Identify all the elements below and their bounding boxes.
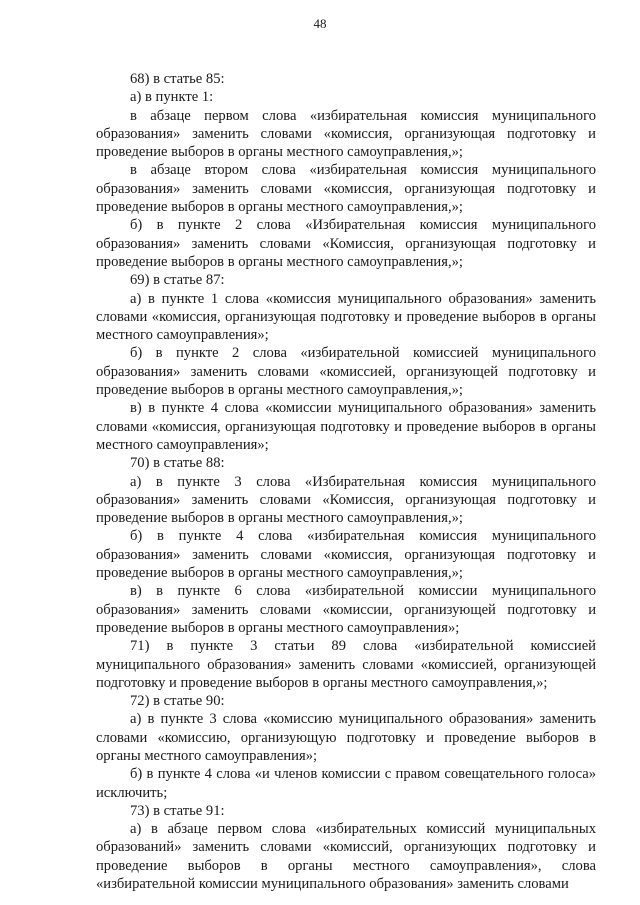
paragraph-68a: а) в пункте 1: (130, 89, 214, 106)
paragraph-69c: в) в пункте 4 слова «комиссии муниципального образования» заменить словами «комиссия, организующая подготовку и проведение выборов в органы местного самоуправления»; (96, 400, 596, 453)
paragraph-70b: б) в пункте 4 слова «избирательная комиссия муниципального образования» заменить словами «комиссия, организующая подготовку и проведение выборов в органы местного самоуправления,»; (96, 528, 596, 582)
paragraph-72b: б) в пункте 4 слова «и членов комиссии с правом совещательного голоса» исключить; (96, 766, 596, 801)
paragraph-68b: б) в пункте 2 слова «Избирательная комиссия муниципального образования» заменить словами «Комиссия, организующая подготовку и проведение выборов в органы местного самоуправления,»; (96, 217, 596, 270)
paragraph-70-heading: 70) в статье 88: (130, 455, 225, 472)
paragraph-69a: а) в пункте 1 слова «комиссия муниципального образования» заменить словами «комиссия, организующая подготовку и проведение выборов в органы местного самоуправления»; (96, 290, 596, 344)
paragraph-68a-first-indent: в абзаце первом слова «избирательная комиссия муниципального образования» заменить словами «комиссия, организующая подготовку и проведение выборов в органы местного самоуправления,»; (96, 107, 596, 161)
paragraph-70a: а) в пункте 3 слова «Избирательная комиссия муниципального образования» заменить словами «Комиссия, организующая подготовку и проведение выборов в органы местного самоуправления,»; (96, 473, 596, 527)
paragraph-69-heading: 69) в статье 87: (130, 272, 225, 289)
paragraph-68a-second-indent: в абзаце втором слова «избирательная комиссия муниципального образования» заменить словами «комиссия, организующая подготовку и проведение выборов в органы местного самоуправления,»; (96, 162, 596, 216)
paragraph-70c: в) в пункте 6 слова «избирательной комиссии муниципального образования» заменить словами «комиссии, организующей подготовку и проведение выборов в органы местного самоуправления»; (96, 583, 596, 636)
page-number: 48 (313, 16, 327, 31)
document-body (96, 70, 596, 893)
paragraph-69b: б) в пункте 2 слова «избирательной комиссией муниципального образования» заменить словами «комиссией, организующей подготовку и проведение выборов в органы местного самоуправления,»; (96, 345, 596, 399)
paragraph-72-heading: 72) в статье 90: (130, 693, 225, 710)
paragraph-68-heading: 68) в статье 85: (130, 71, 225, 87)
paragraph-71: 71) в пункте 3 статьи 89 слова «избирательной комиссией муниципального образования» заменить словами «комиссией, организующей подготовку и проведение выборов в органы местного самоуправления,»; (96, 638, 596, 691)
paragraph-73-heading: 73) в статье 91: (130, 802, 225, 819)
paragraph-72a: а) в пункте 3 слова «комиссию муниципального образования» заменить словами «комиссию, организующую подготовку и проведение выборов в органы местного самоуправления»; (96, 711, 596, 764)
paragraph-73a: а) в абзаце первом слова «избирательных комиссий муниципальных образований» заменить словами «комиссий, организующих подготовку и проведение выборов в органы местного самоуправления», слова «избирательной комиссии муниципального образования» заменить словами (96, 821, 596, 893)
